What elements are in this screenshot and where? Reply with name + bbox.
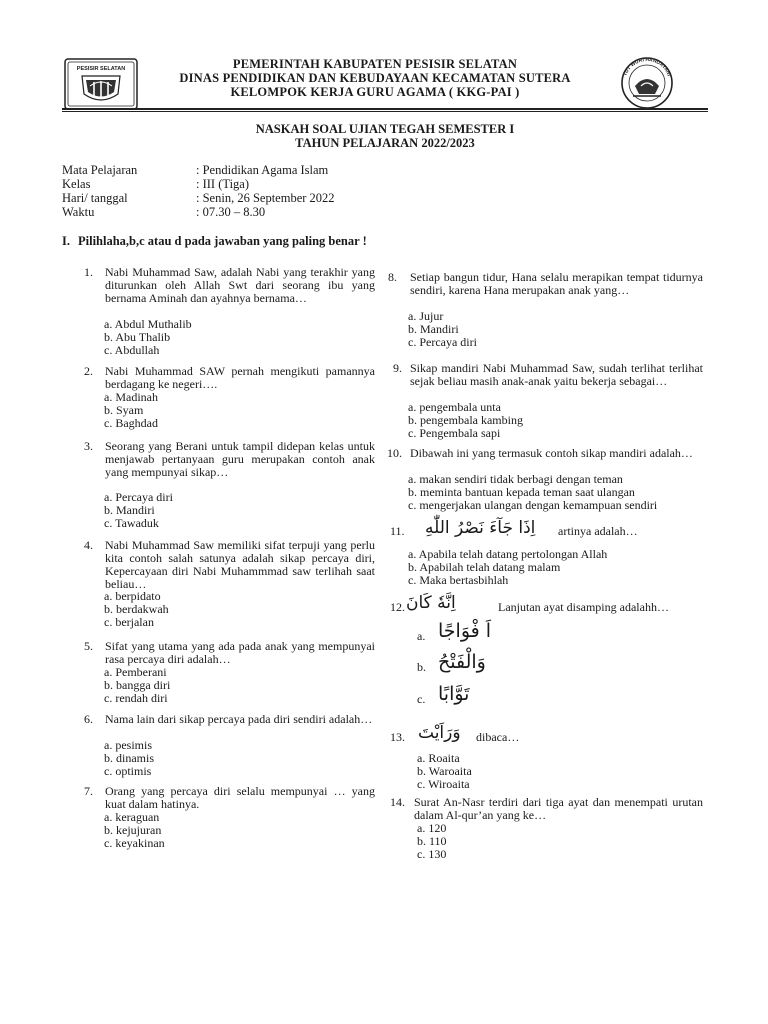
arabic-verse: اِذَا جَآءَ نَصْرُ اللّٰهِ	[425, 518, 536, 538]
answer-option-arabic: اَ فْوَاجًا	[438, 620, 492, 642]
answer-option: b. dinamis	[104, 751, 154, 765]
header-line-2: DINAS PENDIDIKAN DAN KEBUDAYAAN KECAMATAN SUTERA	[179, 71, 571, 85]
answer-option: a. Pemberani	[104, 665, 167, 679]
question-text: Nabi Muhammad Saw memiliki sifat terpuji yang perlu kita contoh salah satunya adalah sikap percaya diri, Kepercayaan diri Nabi Muhammmad saw terlihah saat beliau…	[105, 538, 375, 591]
answer-option: c. rendah diri	[104, 691, 168, 705]
answer-option: c. Tawaduk	[104, 516, 159, 530]
question-number: 5.	[84, 639, 93, 653]
answer-option: c. berjalan	[104, 615, 154, 629]
answer-option: c. Wiroaita	[417, 777, 470, 791]
answer-option: a. Roaita	[417, 751, 460, 765]
info-label-subject: Mata Pelajaran	[62, 163, 138, 177]
info-value-class: : III (Tiga)	[196, 177, 250, 191]
answer-option: a. pengembala unta	[408, 400, 501, 414]
answer-option: c. Pengembala sapi	[408, 426, 501, 440]
regency-logo	[64, 58, 138, 110]
svg-text:TUT WURI HANDAYANI: TUT WURI HANDAYANI	[622, 56, 672, 77]
answer-option: c. Percaya diri	[408, 335, 477, 349]
question-text: Seorang yang Berani untuk tampil didepan kelas untuk menjawab pertanyaan guru merupakan contoh anak yang mempunyai sikap…	[105, 439, 375, 479]
header-rule-thick	[62, 108, 708, 110]
question-number: 4.	[84, 538, 93, 552]
question-text: Sifat yang utama yang ada pada anak yang mempunyai rasa percaya diri adalah…	[105, 639, 375, 666]
question-number: 1.	[84, 265, 93, 279]
info-value-date: : Senin, 26 September 2022	[196, 191, 335, 205]
question-number: 10.	[387, 446, 402, 460]
header-line-1: PEMERINTAH KABUPATEN PESISIR SELATAN	[232, 57, 518, 71]
arabic-verse: اِنَّهٗ كَانَ	[406, 593, 456, 613]
answer-option: b. Syam	[104, 403, 144, 417]
question-number: 3.	[84, 439, 93, 453]
exam-year: TAHUN PELAJARAN 2022/2023	[295, 136, 475, 150]
question-number: 6.	[84, 712, 93, 726]
info-label-date: Hari/ tanggal	[62, 191, 128, 205]
section-number: I.	[62, 234, 70, 248]
question-number: 14.	[390, 795, 405, 809]
question-number: 13.	[390, 730, 405, 744]
answer-option: c. optimis	[104, 764, 152, 778]
answer-option: a. 120	[417, 821, 447, 835]
answer-option: c. mengerjakan ulangan dengan kemampuan sendiri	[408, 498, 658, 512]
question-text: Lanjutan ayat disamping adalahh…	[498, 600, 669, 614]
answer-option: b. pengembala kambing	[408, 413, 523, 427]
answer-option: b. Waroaita	[417, 764, 472, 778]
answer-option: a. Apabila telah datang pertolongan Allah	[408, 547, 608, 561]
answer-option: b. 110	[417, 834, 447, 848]
question-text: Dibawah ini yang termasuk contoh sikap mandiri adalah…	[410, 446, 693, 460]
answer-option: b. meminta bantuan kepada teman saat ulangan	[408, 485, 635, 499]
answer-option: c. keyakinan	[104, 836, 165, 850]
answer-option: b. Mandiri	[408, 322, 459, 336]
question-number: 8.	[388, 270, 397, 284]
answer-option: a. Madinah	[104, 390, 158, 404]
question-number: 7.	[84, 784, 93, 798]
question-text: artinya adalah…	[558, 524, 638, 538]
tut-wuri-handayani-logo	[611, 56, 683, 110]
answer-option: a. makan sendiri tidak berbagi dengan teman	[408, 472, 623, 486]
answer-option: a. berpidato	[104, 589, 161, 603]
question-text: Sikap mandiri Nabi Muhammad Saw, sudah terlihat terlihat sejak beliau masih anak-anak yaitu bekerja sebagai…	[410, 361, 703, 388]
answer-option: a. Abdul Muthalib	[104, 317, 192, 331]
header-line-3: KELOMPOK KERJA GURU AGAMA ( KKG-PAI )	[230, 85, 520, 99]
answer-option: b. kejujuran	[104, 823, 162, 837]
exam-title: NASKAH SOAL UJIAN TEGAH SEMESTER I	[255, 122, 515, 136]
question-text: dibaca…	[476, 730, 520, 744]
question-text: Surat An-Nasr terdiri dari tiga ayat dan menempati urutan dalam Al-qur’an yang ke…	[414, 795, 703, 822]
info-label-class: Kelas	[62, 177, 91, 191]
answer-option: b. Abu Thalib	[104, 330, 171, 344]
answer-option: b. Mandiri	[104, 503, 155, 517]
answer-option-letter: a.	[417, 629, 426, 643]
question-text: Nabi Muhammad Saw, adalah Nabi yang terakhir yang diturunkan oleh Allah Swt dari seorang ibu yang bernama Aminah dan ayahnya bernama…	[105, 265, 375, 305]
answer-option: c. Baghdad	[104, 416, 158, 430]
answer-option: a. Percaya diri	[104, 490, 173, 504]
svg-text:PESISIR SELATAN: PESISIR SELATAN	[76, 66, 126, 72]
answer-option: c. 130	[417, 847, 447, 861]
answer-option-arabic: وَالْفَتْحُ	[438, 651, 486, 673]
arabic-verse: وَرَاَيْتَ	[418, 723, 461, 743]
header-rule-thin	[62, 111, 708, 112]
question-number: 2.	[84, 364, 93, 378]
answer-option-letter: b.	[417, 660, 426, 674]
answer-option: b. berdakwah	[104, 602, 169, 616]
answer-option: b. Apabilah telah datang malam	[408, 560, 561, 574]
answer-option: a. Jujur	[408, 309, 444, 323]
answer-option: c. Maka bertasbihlah	[408, 573, 509, 587]
answer-option-letter: c.	[417, 692, 426, 706]
question-text: Orang yang percaya diri selalu mempunyai … yang kuat dalam hatinya.	[105, 784, 375, 811]
answer-option-arabic: تَوَّابًا	[438, 683, 470, 705]
question-number: 9.	[393, 361, 402, 375]
answer-option: b. bangga diri	[104, 678, 171, 692]
info-label-time: Waktu	[62, 205, 95, 219]
question-number: 12.	[390, 600, 405, 614]
answer-option: a. keraguan	[104, 810, 160, 824]
info-value-subject: : Pendidikan Agama Islam	[196, 163, 329, 177]
question-text: Nama lain dari sikap percaya pada diri sendiri adalah…	[105, 712, 373, 726]
question-number: 11.	[390, 524, 405, 538]
question-text: Nabi Muhammad SAW pernah mengikuti pamannya berdagang ke negeri….	[105, 364, 375, 391]
answer-option: c. Abdullah	[104, 343, 160, 357]
question-text: Setiap bangun tidur, Hana selalu merapikan tempat tidurnya sendiri, karena Hana merupakan anak yang…	[410, 270, 703, 297]
info-value-time: : 07.30 – 8.30	[196, 205, 266, 219]
section-text: Pilihlaha,b,c atau d pada jawaban yang paling benar !	[78, 234, 367, 248]
answer-option: a. pesimis	[104, 738, 152, 752]
